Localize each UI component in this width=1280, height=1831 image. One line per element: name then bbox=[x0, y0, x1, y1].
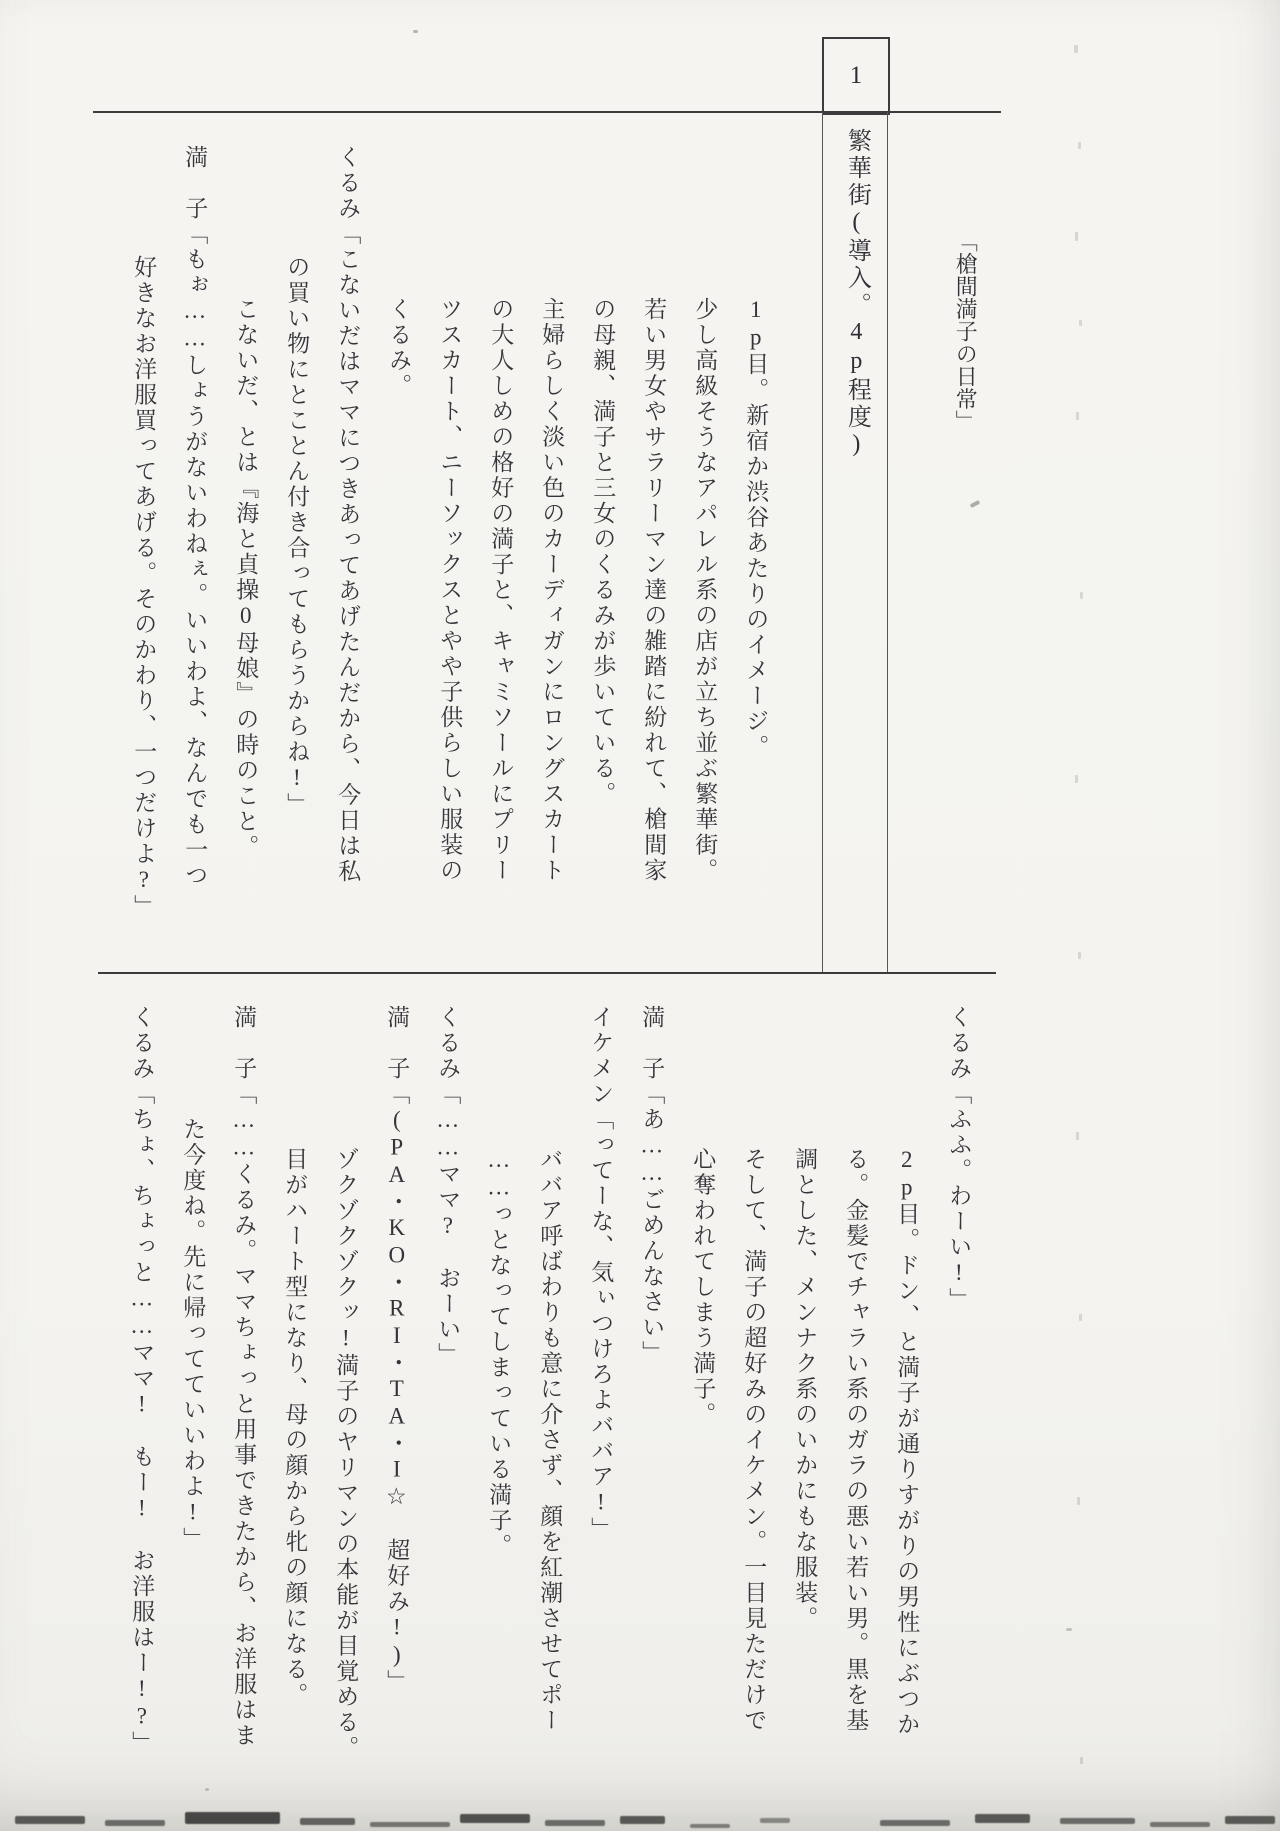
dialogue-column: 満 子「(PA・KO・RI・TA・I☆ 超好み!)」 bbox=[384, 1005, 410, 1695]
heading-rule-right bbox=[887, 112, 888, 972]
narration-column: そして、満子の超好みのイケメン。一目見ただけで bbox=[741, 1147, 767, 1734]
narration-column: 主婦らしく淡い色のカーディガンにロングスカート bbox=[539, 297, 565, 884]
narration-column: の母親、満子と三女のくるみが歩いている。 bbox=[590, 297, 616, 807]
dialogue-column: くるみ「こないだはママにつきあってあげたんだから、今日は私 bbox=[335, 145, 361, 885]
dialogue-column: くるみ「ちょ、ちょっと……ママ! もー! お洋服はー!?」 bbox=[129, 1005, 155, 1757]
document-title: 「槍間満子の日常」 bbox=[953, 230, 979, 433]
page-number: 1 bbox=[849, 62, 863, 89]
narration-column: ……っとなってしまっている満子。 bbox=[486, 1147, 512, 1559]
narration-column: 2p目。ドン、と満子が通りすがりの男性にぶつか bbox=[894, 1147, 920, 1738]
dialogue-column: くるみ「……ママ? おーい」 bbox=[435, 1005, 461, 1368]
narration-column: ツスカート、ニーソックスとやや子供らしい服装の bbox=[437, 297, 463, 884]
narration-column: ゾクゾクゾクッ!満子のヤリマンの本能が目覚める。 bbox=[333, 1147, 359, 1761]
dialogue-column: 満 子「もぉ……しょうがないわねぇ。いいわよ、なんでも一つ bbox=[182, 145, 208, 889]
dialogue-column: 満 子「……くるみ。ママちょっと用事できたから、お洋服はま bbox=[231, 1005, 257, 1749]
dialogue-column: くるみ「ふふ。わーい!」 bbox=[946, 1005, 972, 1313]
heading-rule-left bbox=[822, 112, 823, 972]
narration-column: 1p目。新宿か渋谷あたりのイメージ。 bbox=[743, 297, 769, 760]
scene-heading: 繁華街(導入。4p程度) bbox=[843, 128, 870, 460]
narration-column: 目がハート型になり、母の顔から牝の顔になる。 bbox=[282, 1147, 308, 1708]
narration-column: 少し高級そうなアパレル系の店が立ち並ぶ繁華街。 bbox=[692, 297, 718, 884]
narration-column: の大人しめの格好の満子と、キャミソールにプリー bbox=[488, 297, 514, 884]
page-number-box bbox=[822, 37, 890, 115]
dialogue-column: イケメン「ってーな、気ぃつけろよババア!」 bbox=[588, 1005, 614, 1543]
top-rule bbox=[93, 111, 1001, 113]
narration-column: 心奪われてしまう満子。 bbox=[690, 1147, 716, 1428]
dialogue-continuation-column: の買い物にとことん付き合ってもらうからね!」 bbox=[284, 255, 310, 818]
narration-column: る。金髪でチャラい系のガラの悪い若い男。黒を基 bbox=[843, 1147, 869, 1734]
dialogue-continuation-column: 好きなお洋服買ってあげる。そのかわり、一つだけよ?」 bbox=[131, 255, 157, 920]
section-divider bbox=[98, 972, 996, 974]
narration-column: ババア呼ばわりも意に介さず、顔を紅潮させてポー bbox=[537, 1147, 563, 1734]
narration-column: こないだ、とは『海と貞操0母娘』の時のこと。 bbox=[233, 297, 259, 860]
dialogue-column: 満 子「あ……ごめんなさい」 bbox=[639, 1005, 665, 1366]
narration-column: 調とした、メンナク系のいかにもな服装。 bbox=[792, 1147, 818, 1632]
dialogue-continuation-column: た今度ね。先に帰ってていいわよ!」 bbox=[180, 1117, 206, 1553]
narration-column: くるみ。 bbox=[386, 297, 412, 399]
narration-column: 若い男女やサラリーマン達の雑踏に紛れて、槍間家 bbox=[641, 297, 667, 884]
